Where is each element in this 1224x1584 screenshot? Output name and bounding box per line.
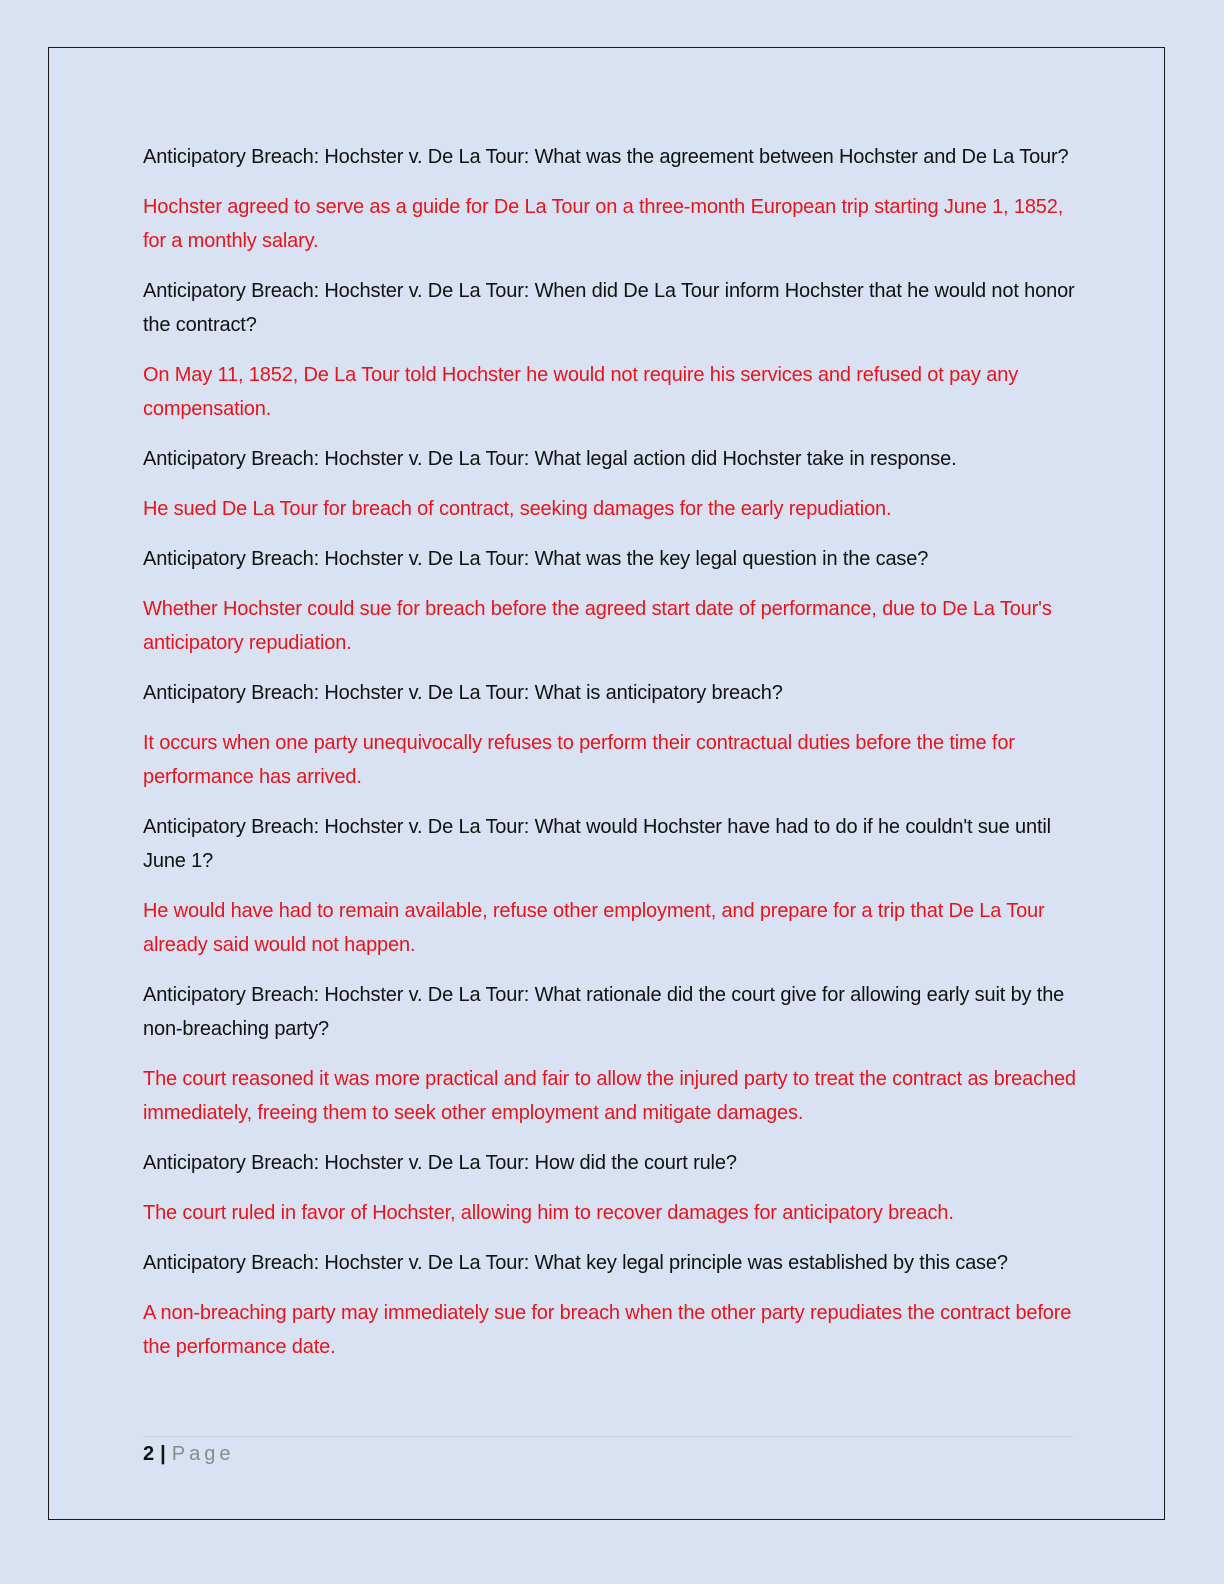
question-7: Anticipatory Breach: Hochster v. De La Tour: What rationale did the court give for allowing early suit by the non-breaching party? (143, 984, 1065, 1040)
answer-9: A non-breaching party may immediately sue for breach when the other party repudiates the contract before the performance date. (143, 1302, 1072, 1358)
footer-separator: | (160, 1443, 166, 1465)
answer-6: He would have had to remain available, refuse other employment, and prepare for a trip that De La Tour already said would not happen. (143, 900, 1045, 956)
page-footer (143, 1441, 234, 1467)
answer-5: It occurs when one party unequivocally refuses to perform their contractual duties before the time for performance has arrived. (143, 732, 1015, 788)
question-4: Anticipatory Breach: Hochster v. De La Tour: What was the key legal question in the case? (143, 548, 929, 570)
question-8: Anticipatory Breach: Hochster v. De La Tour: How did the court rule? (143, 1152, 737, 1174)
footer-divider (143, 1436, 1073, 1437)
answer-1: Hochster agreed to serve as a guide for De La Tour on a three-month European trip starting June 1, 1852, for a monthly salary. (143, 196, 1064, 252)
question-3: Anticipatory Breach: Hochster v. De La Tour: What legal action did Hochster take in response. (143, 448, 957, 470)
document-body (143, 140, 1083, 1380)
answer-7: The court reasoned it was more practical and fair to allow the injured party to treat the contract as breached immediately, freeing them to seek other employment and mitigate damages. (143, 1068, 1076, 1124)
page-label: Page (171, 1443, 235, 1465)
question-5: Anticipatory Breach: Hochster v. De La Tour: What is anticipatory breach? (143, 682, 783, 704)
page-number: 2 (143, 1443, 155, 1465)
answer-3: He sued De La Tour for breach of contract, seeking damages for the early repudiation. (143, 498, 892, 520)
question-6: Anticipatory Breach: Hochster v. De La Tour: What would Hochster have had to do if he couldn't sue until June 1? (143, 816, 1051, 872)
question-1: Anticipatory Breach: Hochster v. De La Tour: What was the agreement between Hochster and De La Tour? (143, 146, 1069, 168)
answer-8: The court ruled in favor of Hochster, allowing him to recover damages for anticipatory breach. (143, 1202, 954, 1224)
answer-2: On May 11, 1852, De La Tour told Hochster he would not require his services and refused ot pay any compensation. (143, 364, 1019, 420)
answer-4: Whether Hochster could sue for breach before the agreed start date of performance, due to De La Tour's anticipatory repudiation. (143, 598, 1052, 654)
question-2: Anticipatory Breach: Hochster v. De La Tour: When did De La Tour inform Hochster that he would not honor the contract? (143, 280, 1075, 336)
question-9: Anticipatory Breach: Hochster v. De La Tour: What key legal principle was established by this case? (143, 1252, 1008, 1274)
